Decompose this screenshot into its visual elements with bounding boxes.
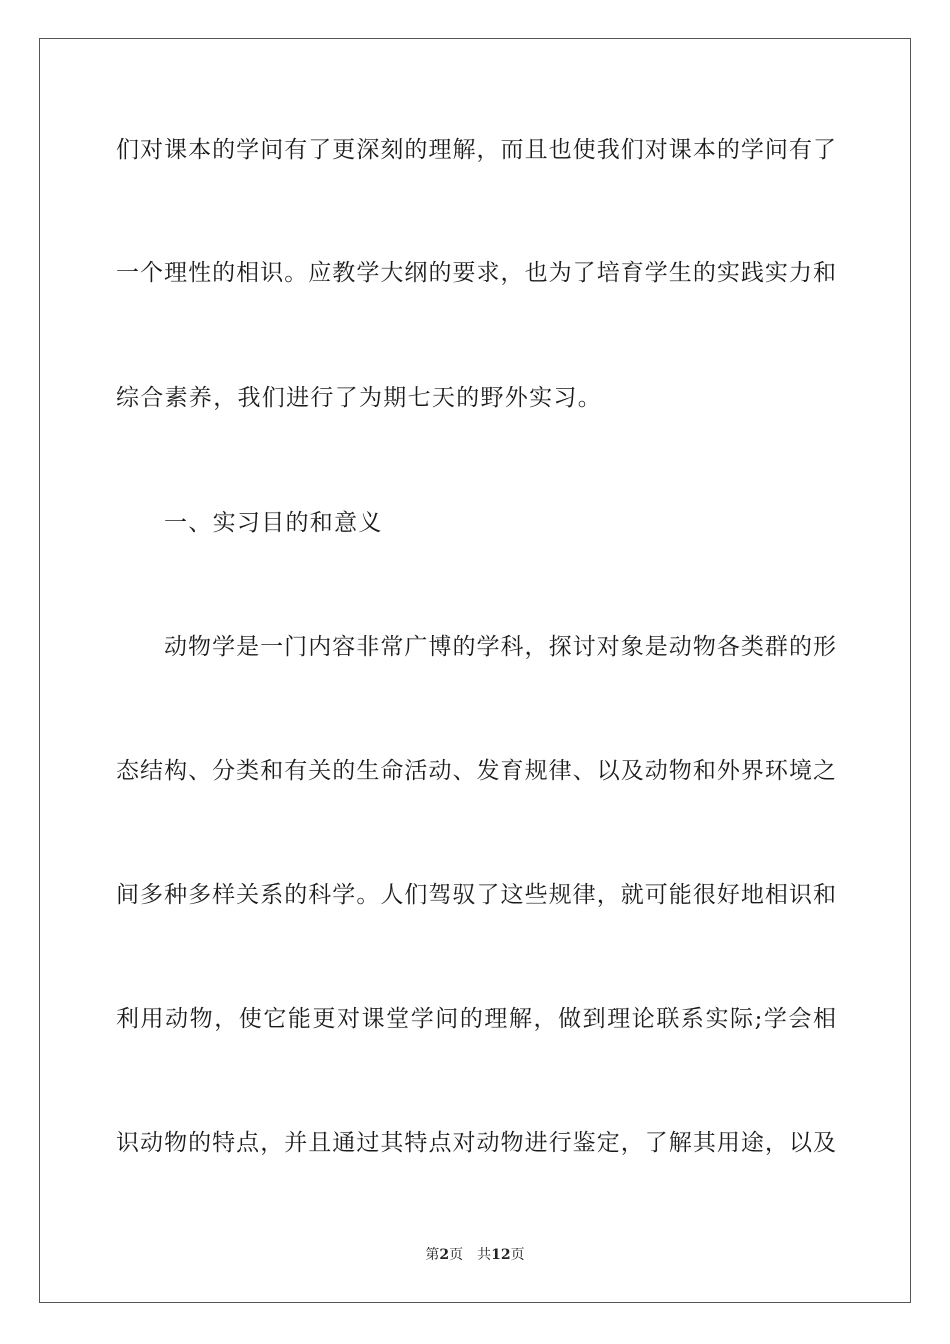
body-line-5: 识动物的特点，并且通过其特点对动物进行鉴定，了解其用途，以及 <box>116 1130 836 1156</box>
page-border <box>39 38 911 1303</box>
paragraph-line-3: 综合素养，我们进行了为期七天的野外实习。 <box>116 385 602 411</box>
body-line-4: 利用动物，使它能更对课堂学问的理解，做到理论联系实际;学会相 <box>116 1006 836 1032</box>
body-line-1: 动物学是一门内容非常广博的学科，探讨对象是动物各类群的形 <box>164 634 836 660</box>
footer-page-prefix: 第 <box>425 1247 440 1263</box>
footer-page-number: 2 <box>439 1247 450 1263</box>
footer-total-suffix: 页 <box>510 1247 525 1263</box>
page-footer <box>0 1246 950 1264</box>
body-line-3: 间多种多样关系的科学。人们驾驭了这些规律，就可能很好地相识和 <box>116 882 836 908</box>
footer-total-prefix: 共 <box>477 1247 492 1263</box>
paragraph-line-2: 一个理性的相识。应教学大纲的要求，也为了培育学生的实践实力和 <box>116 260 836 286</box>
paragraph-line-1: 们对课本的学问有了更深刻的理解，而且也使我们对课本的学问有了 <box>116 137 836 163</box>
footer-total-pages: 12 <box>491 1247 511 1263</box>
body-line-2: 态结构、分类和有关的生命活动、发育规律、以及动物和外界环境之 <box>116 758 836 784</box>
footer-page-suffix: 页 <box>449 1247 464 1263</box>
section-heading: 一、实习目的和意义 <box>164 510 383 536</box>
